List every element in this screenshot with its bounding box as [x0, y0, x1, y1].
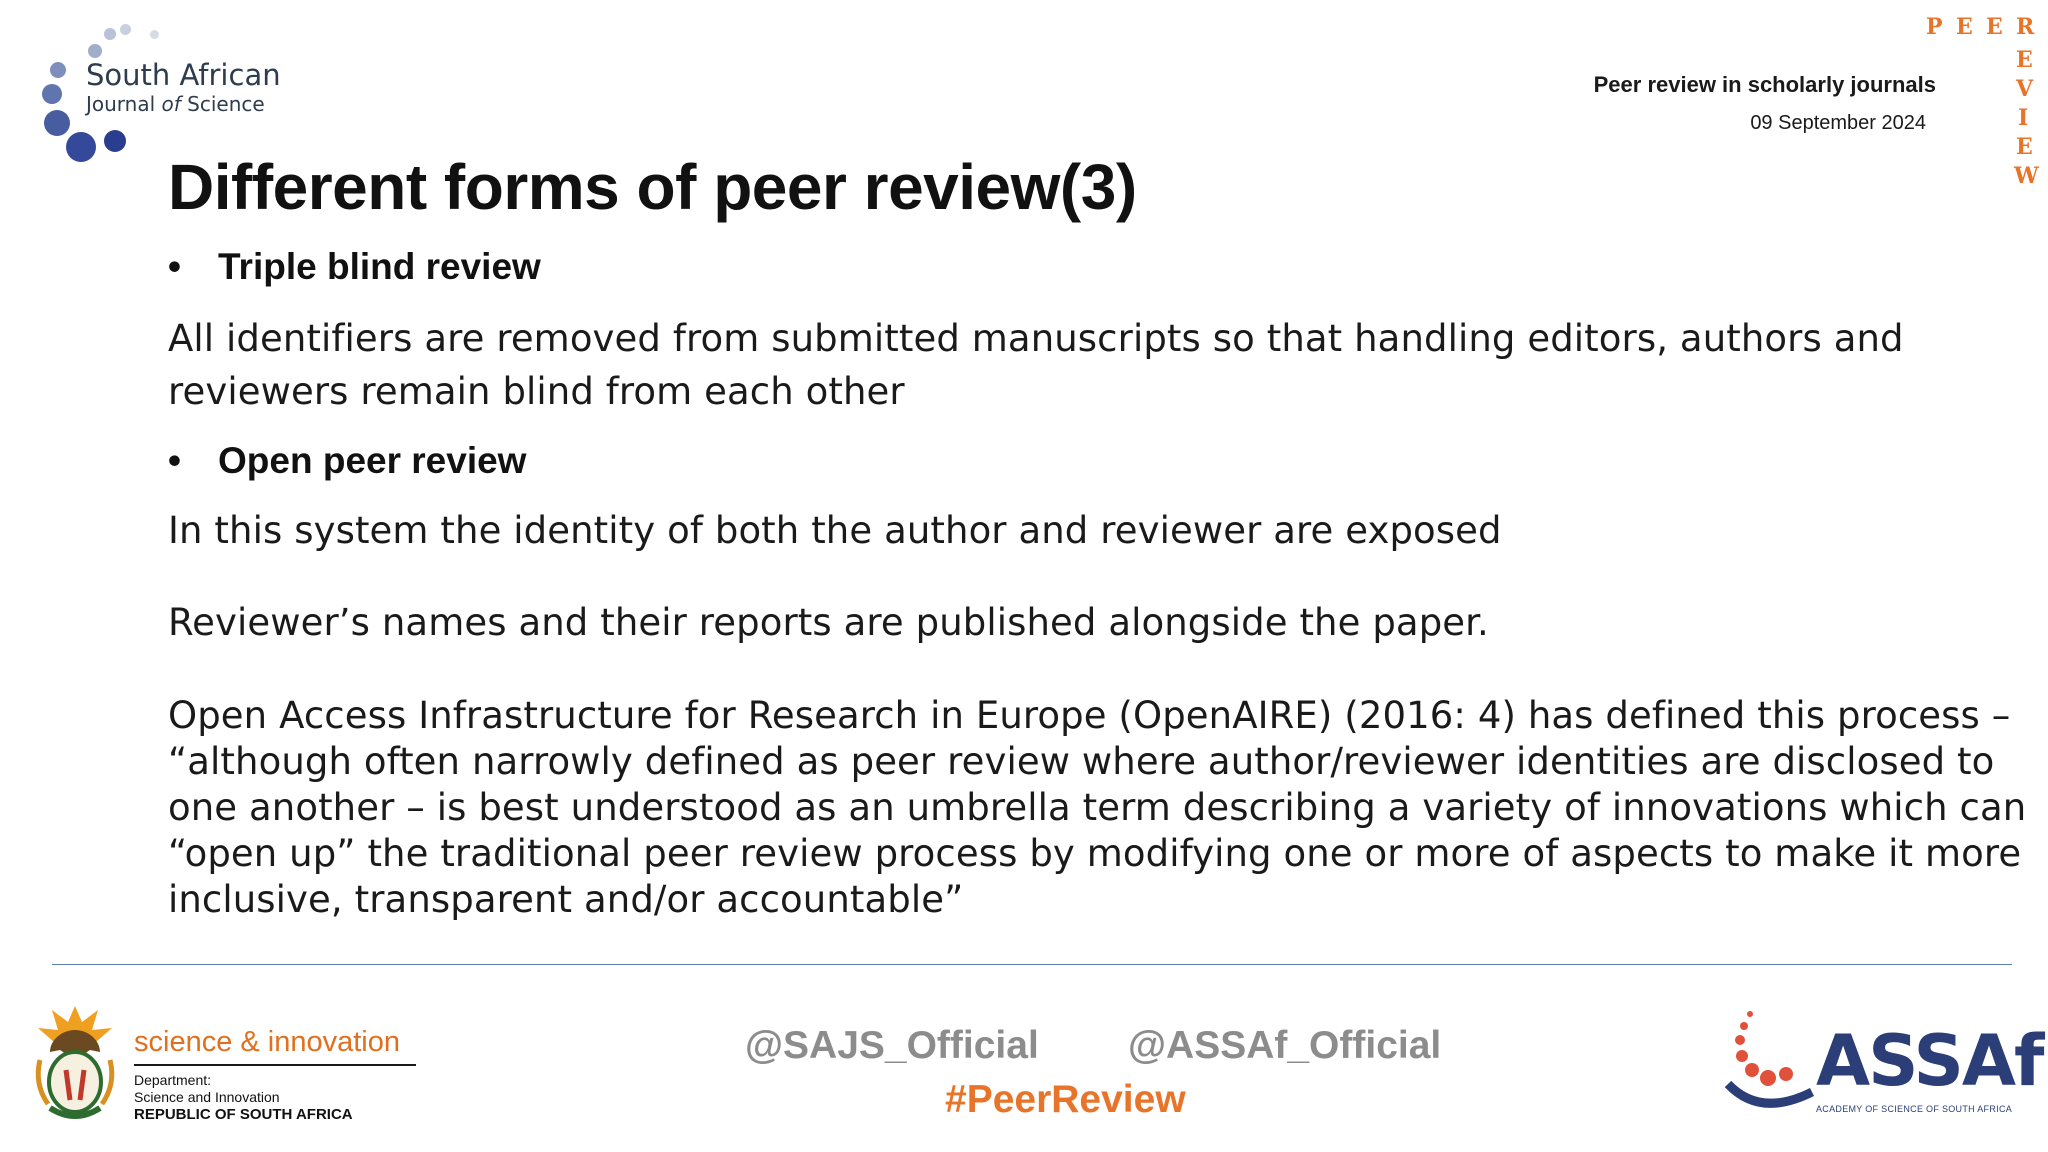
text-line: Open Access Infrastructure for Research in Europe (OpenAIRE) (2016: 4) has defined this process – [168, 694, 2011, 737]
text-line: “although often narrowly defined as peer review where author/reviewer identities are disclosed to [168, 740, 1995, 783]
dept-line: Department: [134, 1072, 212, 1088]
dept-line: Science and Innovation [134, 1089, 280, 1105]
review-letter: E [2016, 47, 2033, 73]
logo-dot [66, 132, 96, 162]
header-title: Peer review in scholarly journals [1593, 72, 1936, 97]
text-line: inclusive, transparent and/or accountable” [168, 878, 964, 921]
review-letter: W [2014, 163, 2039, 189]
bullet-label: Triple blind review [218, 246, 541, 287]
peer-letter: E [1986, 14, 2003, 40]
open-peer-description: In this system the identity of both the author and reviewer are exposed [168, 509, 1502, 552]
text-line: one another – is best understood as an umbrella term describing a variety of innovations which can [168, 786, 2027, 829]
text-line: “open up” the traditional peer review process by modifying one or more of aspects to make it more [168, 832, 2022, 875]
science-innovation-rule [134, 1064, 416, 1066]
assaf-logo [1720, 1000, 2043, 1140]
logo-dot [88, 44, 102, 58]
text-line: reviewers remain blind from each other [168, 370, 905, 413]
science-innovation-title: science & innovation [134, 1026, 400, 1058]
review-letter: V [2016, 76, 2034, 102]
bullet-marker: • [168, 440, 181, 481]
twitter-handle-assaf[interactable]: @ASSAf_Official [1128, 1024, 1442, 1067]
peer-letter: P [1926, 14, 1943, 40]
twitter-handle-sajs[interactable]: @SAJS_Official [745, 1024, 1039, 1067]
dept-line: REPUBLIC OF SOUTH AFRICA [134, 1106, 353, 1123]
bullet-open-peer [168, 440, 526, 482]
science-innovation-logo [30, 1000, 400, 1130]
coat-of-arms-icon [30, 1000, 120, 1130]
slide-title: Different forms of peer review(3) [168, 151, 1137, 223]
logo-dot [104, 130, 126, 152]
triple-blind-description [168, 312, 1904, 418]
review-letter: I [2018, 105, 2029, 131]
logo-dot [42, 84, 62, 104]
logo-dot [120, 24, 131, 35]
sajs-logo [36, 20, 281, 170]
peer-letter: R [2016, 14, 2035, 40]
bullet-triple-blind [168, 246, 541, 288]
logo-dot [50, 62, 66, 78]
header-date: 09 September 2024 [1750, 112, 1926, 134]
logo-dot [104, 28, 116, 40]
logo-dot [44, 110, 70, 136]
bullet-label: Open peer review [218, 440, 527, 481]
department-label [134, 1072, 353, 1123]
openaire-quote [168, 693, 2026, 923]
bullet-marker: • [168, 246, 181, 287]
logo-title: South African [86, 58, 281, 92]
peer-letter: E [1956, 14, 1973, 40]
reviewer-names-paragraph: Reviewer’s names and their reports are published alongside the paper. [168, 601, 1489, 644]
peer-review-mark [1918, 0, 2048, 200]
hashtag-peer-review[interactable]: #PeerReview [945, 1078, 1186, 1121]
assaf-subtitle: ACADEMY OF SCIENCE OF SOUTH AFRICA [1816, 1104, 2013, 1114]
footer-divider [52, 964, 2012, 965]
review-letter: E [2016, 134, 2033, 160]
assaf-dots-icon [1720, 1000, 1820, 1130]
logo-subtitle: Journal of Science [86, 92, 265, 116]
text-line: All identifiers are removed from submitted manuscripts so that handling editors, authors and [168, 317, 1904, 360]
assaf-wordmark: ASSAf [1816, 1020, 2043, 1102]
logo-dot [150, 30, 159, 39]
